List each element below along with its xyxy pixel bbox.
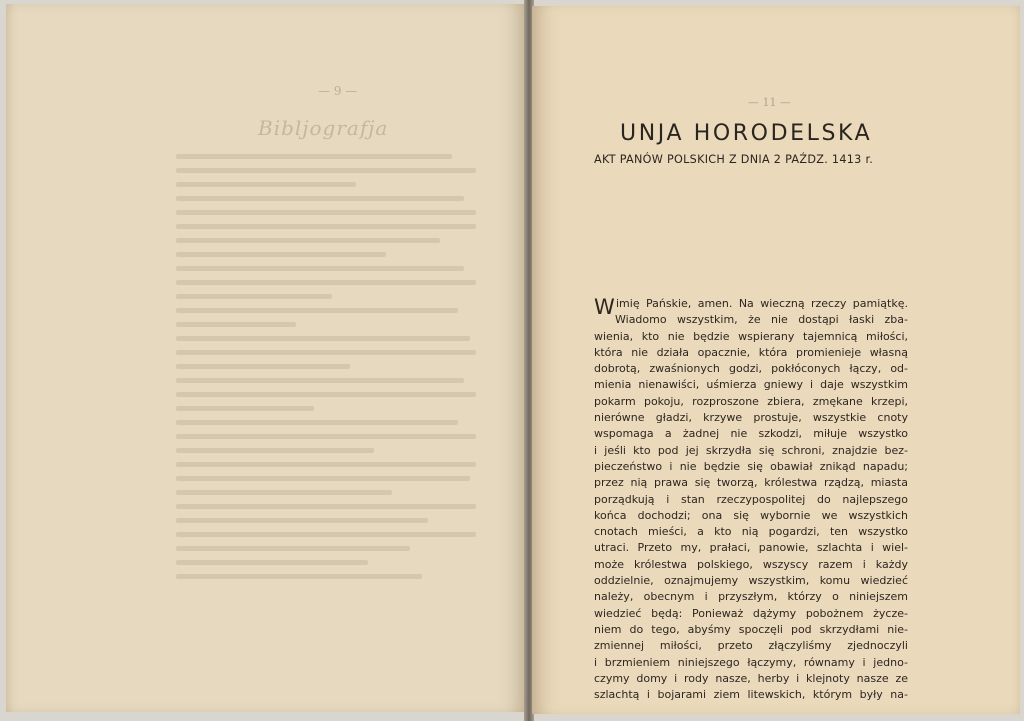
- left-page: [6, 4, 526, 712]
- body-line: końca dochodzi; ona się wybornie we wszystkich: [594, 508, 908, 522]
- body-line: oddzielnie, oznajmujemy wszystkim, komu wiedzieć: [594, 574, 908, 588]
- body-line: mienia nienawiści, uśmierza gniewy i daje wszystkim: [594, 378, 908, 392]
- left-page-heading-bleedthrough: Bibljografja: [258, 116, 389, 140]
- body-line: czymy domy i rody nasze, herby i klejnoty nasze ze: [594, 671, 908, 685]
- document-title: UNJA HORODELSKA: [620, 121, 873, 146]
- page-number: — 11 —: [748, 96, 791, 109]
- left-page-number-bleedthrough: — 9 —: [318, 84, 358, 98]
- body-line: pokarm pokoju, rozproszone zbiera, zmękane krzepi,: [594, 394, 908, 408]
- document-subtitle: AKT PANÓW POLSKICH Z DNIA 2 PAŹDZ. 1413 r.: [594, 153, 874, 166]
- body-line: może królestwa polskiego, wszyscy razem i każdy: [594, 557, 908, 571]
- body-line: i jeśli kto pod jej skrzydła się schroni, znajdzie bez-: [594, 443, 908, 457]
- body-line: pieczeństwo i nie będzie się obawiał znikąd napadu;: [594, 459, 908, 473]
- body-text: [594, 296, 908, 703]
- body-line: należy, obecnym i przyszłym, którzy o niniejszem: [594, 590, 908, 604]
- body-line: przez nią prawa się tworzą, królestwa rządzą, miasta: [594, 476, 908, 490]
- body-line: porządkują i stan rzeczypospolitej do najlepszego: [594, 492, 908, 506]
- body-line: niem do tego, abyśmy spoczęli pod skrzydłami nie-: [594, 622, 908, 636]
- body-line: zmiennej miłości, przeto złączyliśmy zjednoczyli: [594, 639, 908, 653]
- left-page-text-bleedthrough: [176, 154, 476, 588]
- body-line: utraci. Przeto my, prałaci, panowie, szlachta i wiel-: [594, 541, 908, 555]
- body-line: imię Pańskie, amen. Na wieczną rzeczy pamiątkę.: [616, 297, 908, 310]
- body-line: szlachtą i bojarami ziem litewskich, którym były na-: [594, 688, 908, 702]
- body-line: cnotach mieści, a kto nią pogardzi, ten wszystko: [594, 525, 908, 539]
- body-line: nierówne gładzi, krzywe prostuje, wszystkie cnoty: [594, 411, 908, 425]
- body-line: dobrotą, zwaśnionych godzi, pokłóconych łączy, od-: [594, 362, 908, 376]
- body-line: Wiadomo wszystkim, że nie dostąpi łaski zba-: [615, 313, 908, 327]
- drop-cap: W: [594, 295, 615, 319]
- body-line: która nie działa opacznie, która promienieje własną: [594, 345, 908, 359]
- body-line: i brzmieniem niniejszego łączymy, równamy i jedno-: [594, 655, 908, 669]
- body-line: wiedzieć będą: Ponieważ dążymy pobożnem życze-: [594, 606, 908, 620]
- body-line: wienia, kto nie będzie wspierany tajemnicą miłości,: [594, 329, 908, 343]
- body-line: wspomaga a żadnej nie szkodzi, miłuje wszystko: [594, 427, 908, 441]
